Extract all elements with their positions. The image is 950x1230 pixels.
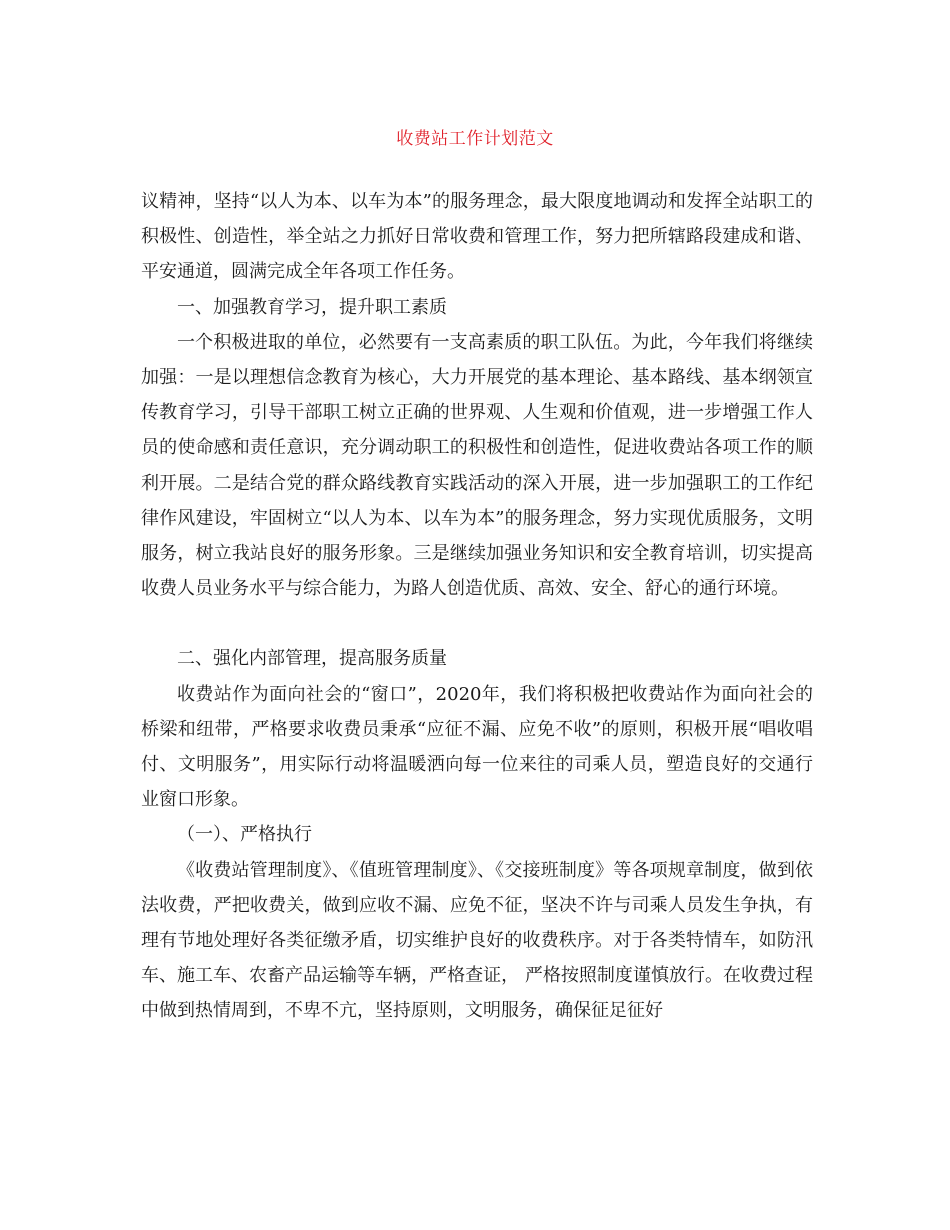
paragraph-management: 收费站作为面向社会的“窗口”，2020年，我们将积极把收费站作为面向社会的桥梁和纽带，严格要求收费员秉承“应征不漏、应免不收”的原则，积极开展“唱收唱付、文明服务”，用实际行动将温暖洒向每一位来往的司乘人员，塑造良好的交通行业窗口形象。 <box>141 683 813 811</box>
paragraph-regulations: 《收费站管理制度》、《值班管理制度》、《交接班制度》等各项规章制度，做到依法收费，严把收费关，做到应收不漏、应免不征，坚决不许与司乘人员发生争执，有理有节地处理好各类征缴矛盾，切实维护良好的收费秩序。对于各类特情车，如防汛车、施工车、农畜产品运输等车辆，严格查证， 严格按照制度谨慎放行。在收费过程中做到热情周到，不卑不亢，坚持原则，文明服务，确保征足征好 <box>141 859 813 1022</box>
section-heading-2: 二、强化内部管理，提高服务质量 <box>177 648 447 670</box>
subsection-heading-1: （一）、严格执行 <box>177 824 312 846</box>
document-title: 收费站工作计划范文 <box>396 129 554 149</box>
paragraph-gap <box>141 606 813 641</box>
section-heading-1: 一、加强教育学习，提升职工素质 <box>177 296 447 318</box>
document-body <box>141 184 813 1029</box>
paragraph-education: 一个积极进取的单位，必然要有一支高素质的职工队伍。为此，今年我们将继续加强：一是以理想信念教育为核心，大力开展党的基本理论、基本路线、基本纲领宣传教育学习，引导干部职工树立正确的世界观、人生观和价值观，进一步增强工作人员的使命感和责任意识，充分调动职工的积极性和创造性，促进收费站各项工作的顺利开展。二是结合党的群众路线教育实践活动的深入开展，进一步加强职工的工作纪律作风建设，牢固树立“以人为本、以车为本”的服务理念，努力实现优质服务，文明服务，树立我站良好的服务形象。三是继续加强业务知识和安全教育培训，切实提高收费人员业务水平与综合能力，为路人创造优质、高效、安全、舒心的通行环境。 <box>141 331 813 600</box>
paragraph-intro: 议精神，坚持“以人为本、以车为本”的服务理念，最大限度地调动和发挥全站职工的积极性、创造性，举全站之力抓好日常收费和管理工作，努力把所辖路段建成和谐、平安通道，圆满完成全年各项工作任务。 <box>141 191 813 283</box>
